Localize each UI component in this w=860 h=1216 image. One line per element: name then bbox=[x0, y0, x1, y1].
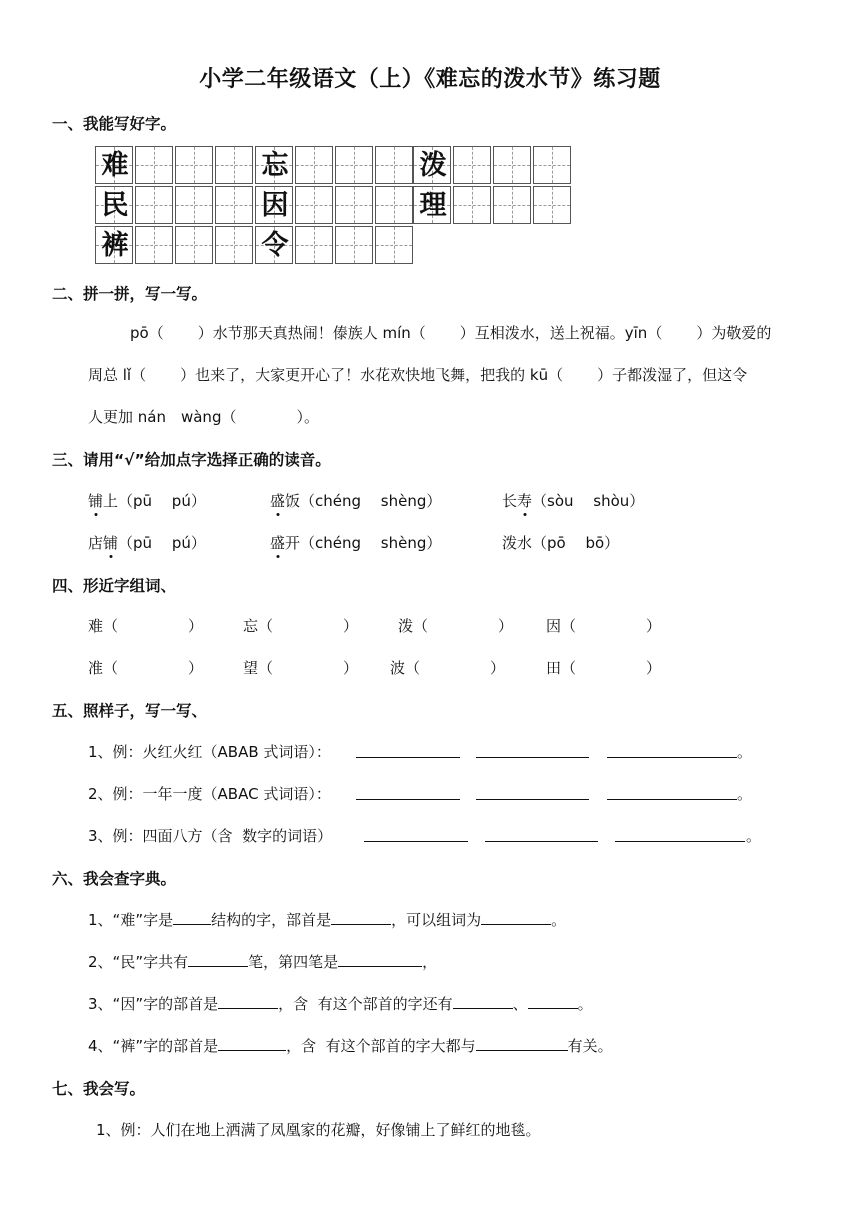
text: 2、例：一年一度（ABAC 式词语）： bbox=[88, 785, 331, 803]
word-group-item[interactable] bbox=[398, 615, 513, 636]
grid-cell[interactable] bbox=[413, 186, 451, 224]
char: 波 bbox=[390, 659, 406, 677]
word-group-item[interactable] bbox=[88, 615, 203, 636]
grid-cell[interactable] bbox=[175, 146, 213, 184]
bracket: ） bbox=[343, 659, 359, 677]
grid-cell[interactable] bbox=[255, 226, 293, 264]
text: ）子都泼湿了，但这令 bbox=[597, 366, 748, 384]
word-group-item[interactable] bbox=[243, 657, 358, 678]
text: 1、“难”字是 bbox=[88, 911, 174, 929]
grid-char: 忘 bbox=[261, 150, 289, 181]
text: pō（ bbox=[130, 324, 164, 342]
pinyin-line-2 bbox=[88, 364, 747, 385]
answer-blank[interactable] bbox=[607, 742, 737, 758]
reading-item[interactable] bbox=[502, 532, 619, 553]
answer-blank[interactable] bbox=[528, 993, 578, 1009]
grid-cell[interactable] bbox=[335, 226, 373, 264]
text: （pū pú） bbox=[118, 534, 206, 552]
grid-cell[interactable] bbox=[375, 186, 413, 224]
grid-cell[interactable] bbox=[95, 186, 133, 224]
grid-char: 理 bbox=[419, 190, 447, 221]
bracket: （ bbox=[258, 659, 274, 677]
answer-blank[interactable] bbox=[218, 993, 278, 1009]
char: 因 bbox=[546, 617, 562, 635]
reading-item[interactable] bbox=[502, 490, 644, 511]
text: 人更加 nán wàng（ bbox=[88, 408, 237, 426]
grid-cell[interactable] bbox=[295, 186, 333, 224]
grid-cell[interactable] bbox=[175, 186, 213, 224]
text: 泼 bbox=[502, 534, 518, 552]
period: 。 bbox=[746, 827, 762, 845]
write-example-line: 1、例：人们在地上洒满了凤凰家的花瓣，好像铺上了鲜红的地毯。 bbox=[96, 1121, 541, 1139]
reading-item[interactable] bbox=[88, 490, 206, 511]
grid-char: 令 bbox=[261, 230, 289, 261]
grid-cell[interactable] bbox=[493, 186, 531, 224]
period: 。 bbox=[737, 743, 753, 761]
bracket: （ bbox=[103, 659, 119, 677]
grid-cell[interactable] bbox=[135, 146, 173, 184]
text: 周总 lǐ（ bbox=[88, 366, 147, 384]
bracket: ） bbox=[490, 659, 506, 677]
grid-cell[interactable] bbox=[493, 146, 531, 184]
bracket: （ bbox=[405, 659, 421, 677]
text: （sòu shòu） bbox=[532, 492, 645, 510]
bracket: （ bbox=[561, 659, 577, 677]
grid-cell[interactable] bbox=[95, 226, 133, 264]
period: 。 bbox=[737, 785, 753, 803]
example-line-3 bbox=[88, 825, 332, 846]
text: 1、例：火红火红（ABAB 式词语）： bbox=[88, 743, 331, 761]
grid-cell[interactable] bbox=[335, 146, 373, 184]
answer-blank[interactable] bbox=[331, 909, 391, 925]
char: 田 bbox=[546, 659, 562, 677]
answer-blank[interactable] bbox=[426, 323, 460, 338]
text: 店 bbox=[88, 534, 104, 552]
char: 望 bbox=[243, 659, 259, 677]
grid-cell[interactable] bbox=[375, 226, 413, 264]
dictionary-line-1 bbox=[88, 909, 566, 930]
answer-blank[interactable] bbox=[356, 742, 460, 758]
answer-blank[interactable] bbox=[236, 407, 296, 422]
dictionary-line-3 bbox=[88, 993, 593, 1014]
text: 4、“裤”字的部首是 bbox=[88, 1037, 219, 1055]
answer-blank[interactable] bbox=[476, 742, 589, 758]
grid-cell[interactable] bbox=[295, 226, 333, 264]
bracket: （ bbox=[413, 617, 429, 635]
grid-char: 泼 bbox=[419, 150, 447, 181]
bracket: （ bbox=[258, 617, 274, 635]
text: ）也来了，大家更开心了！水花欢快地飞舞，把我的 kū（ bbox=[180, 366, 564, 384]
answer-blank[interactable] bbox=[173, 909, 211, 925]
section-1-heading: 一、我能写好字。 bbox=[52, 115, 177, 133]
text: 有关。 bbox=[567, 1037, 613, 1055]
text: ）互相泼水，送上祝福。yīn（ bbox=[459, 324, 663, 342]
text: ）水节那天真热闹！傣族人 mín（ bbox=[197, 324, 426, 342]
text: 长 bbox=[502, 492, 518, 510]
grid-cell[interactable] bbox=[135, 186, 173, 224]
grid-cell[interactable] bbox=[295, 146, 333, 184]
answer-blank[interactable] bbox=[563, 365, 597, 380]
section-5-heading: 五、照样子，写一写、 bbox=[52, 702, 208, 720]
grid-char: 难 bbox=[101, 150, 129, 181]
text: 笔，第四笔是 bbox=[248, 953, 339, 971]
grid-cell[interactable] bbox=[135, 226, 173, 264]
dotted-char: 铺 bbox=[88, 492, 104, 510]
grid-cell[interactable] bbox=[533, 186, 571, 224]
text: ， bbox=[422, 953, 438, 971]
text: 3、“因”字的部首是 bbox=[88, 995, 219, 1013]
writing-grid bbox=[95, 146, 571, 266]
grid-char: 因 bbox=[261, 190, 289, 221]
answer-blank[interactable] bbox=[476, 1035, 568, 1051]
answer-blank[interactable] bbox=[476, 784, 589, 800]
grid-cell[interactable] bbox=[215, 226, 253, 264]
text: 结构的字，部首是 bbox=[211, 911, 332, 929]
answer-blank[interactable] bbox=[146, 365, 180, 380]
char: 泼 bbox=[398, 617, 414, 635]
word-group-item[interactable] bbox=[546, 615, 661, 636]
answer-blank[interactable] bbox=[356, 784, 460, 800]
reading-item[interactable] bbox=[88, 532, 206, 553]
text: 饭（chéng shèng） bbox=[285, 492, 442, 510]
text: ）为敬爱的 bbox=[696, 324, 772, 342]
reading-item[interactable] bbox=[270, 532, 441, 553]
answer-blank[interactable] bbox=[453, 993, 513, 1009]
bracket: （ bbox=[561, 617, 577, 635]
reading-item[interactable] bbox=[270, 490, 441, 511]
section-2-heading: 二、拼一拼，写一写。 bbox=[52, 285, 208, 303]
section-6-heading: 六、我会查字典。 bbox=[52, 870, 177, 888]
grid-cell[interactable] bbox=[215, 146, 253, 184]
word-group-item[interactable] bbox=[88, 657, 203, 678]
answer-blank[interactable] bbox=[364, 826, 468, 842]
grid-cell[interactable] bbox=[255, 186, 293, 224]
example-line-2 bbox=[88, 783, 331, 804]
example-line-1 bbox=[88, 741, 331, 762]
text: ，含 有这个部首的字大都与 bbox=[286, 1037, 476, 1055]
grid-char: 裤 bbox=[101, 230, 129, 261]
section-3-heading: 三、请用“√”给加点字选择正确的读音。 bbox=[52, 451, 331, 469]
word-group-item[interactable] bbox=[390, 657, 505, 678]
grid-cell[interactable] bbox=[335, 186, 373, 224]
bracket: ） bbox=[646, 659, 662, 677]
answer-blank[interactable] bbox=[188, 951, 248, 967]
answer-blank[interactable] bbox=[615, 826, 745, 842]
answer-blank[interactable] bbox=[338, 951, 422, 967]
answer-blank[interactable] bbox=[164, 323, 198, 338]
text: 、 bbox=[512, 995, 528, 1013]
dictionary-line-4 bbox=[88, 1035, 613, 1056]
dotted-char: 盛 bbox=[270, 492, 286, 510]
char: 难 bbox=[88, 617, 104, 635]
grid-cell[interactable] bbox=[215, 186, 253, 224]
dictionary-line-2 bbox=[88, 951, 437, 972]
text: 开（chéng shèng） bbox=[285, 534, 442, 552]
bracket: ） bbox=[646, 617, 662, 635]
text: 上（pū pú） bbox=[103, 492, 206, 510]
answer-blank[interactable] bbox=[218, 1035, 286, 1051]
text: 水（pō bō） bbox=[517, 534, 620, 552]
bracket: ） bbox=[498, 617, 514, 635]
grid-cell[interactable] bbox=[95, 146, 133, 184]
grid-cell[interactable] bbox=[413, 146, 451, 184]
text: 3、例：四面八方（含 数字的词语） bbox=[88, 827, 333, 845]
text: 。 bbox=[577, 995, 593, 1013]
grid-cell[interactable] bbox=[255, 146, 293, 184]
bracket: ） bbox=[188, 659, 204, 677]
grid-char: 民 bbox=[101, 190, 129, 221]
text: ，含 有这个部首的字还有 bbox=[278, 995, 453, 1013]
grid-cell[interactable] bbox=[375, 146, 413, 184]
bracket: （ bbox=[103, 617, 119, 635]
grid-cell[interactable] bbox=[533, 146, 571, 184]
answer-blank[interactable] bbox=[481, 909, 551, 925]
word-group-item[interactable] bbox=[546, 657, 661, 678]
grid-cell[interactable] bbox=[453, 186, 491, 224]
answer-blank[interactable] bbox=[485, 826, 598, 842]
dotted-char: 盛 bbox=[270, 534, 286, 552]
char: 忘 bbox=[243, 617, 259, 635]
bracket: ） bbox=[188, 617, 204, 635]
grid-cell[interactable] bbox=[453, 146, 491, 184]
answer-blank[interactable] bbox=[607, 784, 737, 800]
bracket: ） bbox=[343, 617, 359, 635]
dotted-char: 寿 bbox=[517, 492, 533, 510]
page-title: 小学二年级语文（上）《难忘的泼水节》练习题 bbox=[199, 67, 661, 92]
text: 2、“民”字共有 bbox=[88, 953, 189, 971]
text: ）。 bbox=[296, 408, 319, 426]
answer-blank[interactable] bbox=[662, 323, 696, 338]
text: ，可以组词为 bbox=[391, 911, 482, 929]
pinyin-line-1 bbox=[130, 322, 771, 343]
char: 准 bbox=[88, 659, 104, 677]
dotted-char: 铺 bbox=[103, 534, 119, 552]
pinyin-line-3 bbox=[88, 406, 319, 427]
word-group-item[interactable] bbox=[243, 615, 358, 636]
text: 。 bbox=[551, 911, 567, 929]
section-7-heading: 七、我会写。 bbox=[52, 1080, 146, 1098]
section-4-heading: 四、形近字组词、 bbox=[52, 577, 177, 595]
grid-cell[interactable] bbox=[175, 226, 213, 264]
